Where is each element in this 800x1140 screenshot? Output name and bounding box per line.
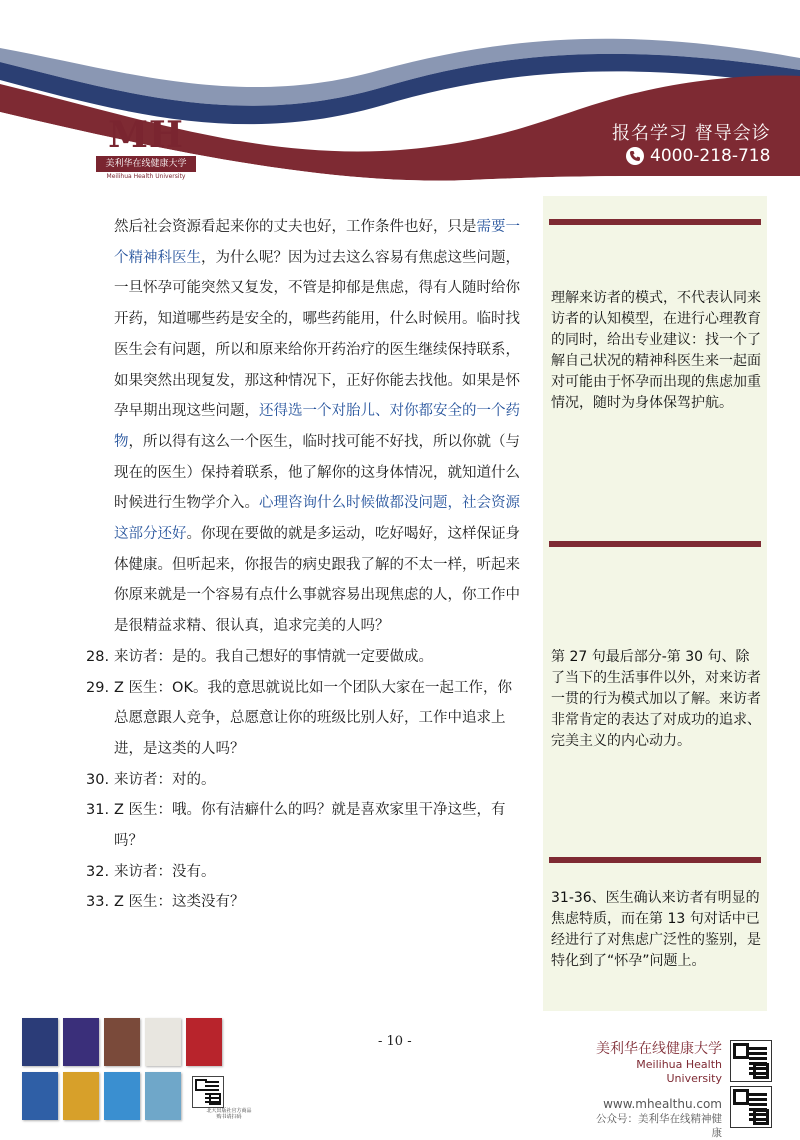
qr-code-icon: [730, 1040, 772, 1082]
wechat-account: 公众号：美利华在线精神健康: [596, 1113, 722, 1139]
annotation-sidebar: [543, 196, 767, 1011]
line-text: Z 医生：哦。你有洁癖什么的吗？就是喜欢家里干净这些，有吗？: [114, 802, 506, 850]
books-caption: 北大出版社官方商品 购书请扫码: [206, 1108, 252, 1120]
annotation-divider: [549, 541, 761, 547]
line-text: Z 医生：这类没有？: [114, 894, 245, 911]
paragraph: [86, 212, 526, 642]
text-run: ，所以得有这么一个医生，临时找可能不好找，所以你就（与现在的医生）保持着联系，他了解你的这身体情况，就知道什么时候进行生物学介入。: [114, 433, 520, 512]
logo-ribbon: 美利华在线健康大学: [96, 156, 196, 172]
logo-text: MH: [108, 114, 184, 156]
line-number: 30.: [86, 771, 110, 788]
highlight-text: 还得选一个对胎儿、对你都安全的一个药物: [114, 403, 520, 450]
qr-code-icon: [192, 1076, 224, 1108]
phone-number: 4000-218-718: [650, 146, 771, 166]
annotation-note: 31-36、医生确认来访者有明显的焦虑特质，而在第 13 句对话中已经进行了对焦虑广泛性的鉴别，是特化到了“怀孕”问题上。: [551, 890, 761, 969]
book-cover: [63, 1072, 99, 1120]
line-text: Z 医生：OK。我的意思就说比如一个团队大家在一起工作，你总愿意跟人竞争，总愿意让你的班级比别人好，工作中追求上进，是这类的人吗？: [114, 679, 512, 757]
dialogue-text: [86, 212, 526, 918]
book-cover: [63, 1018, 99, 1066]
line-number: 29.: [86, 679, 110, 696]
annotation-note: 第 27 句最后部分-第 30 句、除了当下的生活事件以外，对来访者一贯的行为模式加以了解。来访者非常肯定的表达了对成功的追求、完美主义的内心动力。: [551, 649, 761, 749]
dialogue-line: [86, 642, 526, 673]
line-text: 来访者：没有。: [114, 863, 216, 880]
line-text: 来访者：对的。: [114, 771, 216, 788]
annotation-divider: [549, 219, 761, 225]
text-run: ，为什么呢？因为过去这么容易有焦虑这些问题，一旦怀孕可能突然又复发，不管是抑郁是焦虑，得有人随时给你开药，知道哪些药是安全的，哪些药能用，什么时候用。临时找医生会有问题，所以和原来给你开药治疗的医生继续保持联系，如果突然出现复发，那这种情况下，正好你能去找他。如果是怀孕早期出现这些问题，: [114, 249, 520, 420]
book-cover: [104, 1018, 140, 1066]
text-run: 然后社会资源看起来你的丈夫也好，工作条件也好，只是: [114, 219, 477, 235]
book-cover: [104, 1072, 140, 1120]
dialogue-line: [86, 673, 526, 765]
logo-subtitle: Meilihua Health University: [106, 173, 186, 180]
header-slogan: 报名学习 督导会诊: [612, 123, 771, 144]
book-cover: [186, 1018, 222, 1066]
qr-code-icon: [730, 1086, 772, 1128]
line-number: 32.: [86, 863, 110, 880]
line-text: 来访者：是的。我自己想好的事情就一定要做成。: [114, 648, 433, 665]
annotation-divider: [549, 857, 761, 863]
dialogue-line: [86, 857, 526, 888]
book-cover: [145, 1072, 181, 1120]
book-cover: [22, 1072, 58, 1120]
book-cover: [22, 1018, 58, 1066]
dialogue-line: [86, 795, 526, 856]
mh-logo: [96, 110, 196, 190]
text-run: 。你现在要做的就是多运动，吃好喝好，这样保证身体健康。但听起来，你报告的病史跟我了解的不太一样，听起来你原来就是一个容易有点什么事就容易出现焦虑的人，你工作中是很精益求精、很认真，追求完美的人吗？: [114, 526, 520, 635]
highlight-text: 心理咨询什么时候做都没问题，社会资源这部分还好: [114, 495, 520, 543]
website-link[interactable]: www.mhealthu.com: [603, 1097, 722, 1111]
book-cover: [145, 1018, 181, 1066]
footer-brand: [592, 1040, 722, 1140]
brand-name-cn: 美利华在线健康大学: [596, 1041, 722, 1057]
book-promo: [22, 1016, 252, 1126]
line-number: 28.: [86, 648, 110, 665]
dialogue-line: [86, 887, 526, 918]
line-number: 33.: [86, 894, 110, 911]
page-number: - 10 -: [378, 1034, 412, 1049]
phone-icon: [626, 147, 644, 165]
line-number: 31.: [86, 802, 110, 819]
highlight-text: 需要一个精神科医生: [114, 219, 520, 266]
dialogue-line: [86, 765, 526, 796]
brand-name-en: Meilihua Health University: [636, 1058, 722, 1085]
annotation-note: 理解来访者的模式，不代表认同来访者的认知模型，在进行心理教育的同时，给出专业建议：找一个了解自己状况的精神科医生来一起面对可能由于怀孕而出现的焦虑加重情况，随时为身体保驾护航。: [551, 290, 761, 411]
header-phone: [626, 146, 770, 166]
